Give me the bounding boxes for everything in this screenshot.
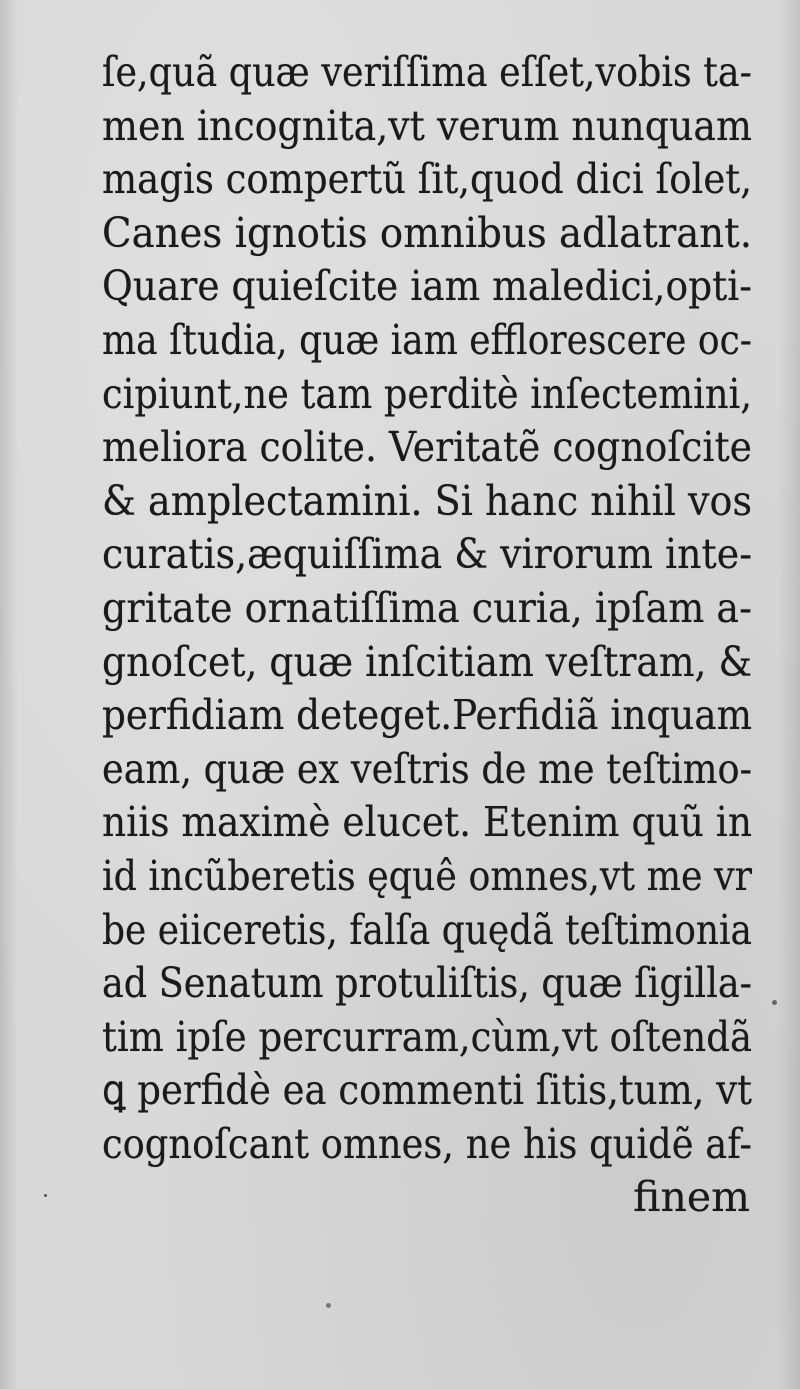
ink-speck [772, 1000, 777, 1005]
text-line-18: ad Senatum protuliſtis, quæ ſigilla- [102, 959, 753, 1008]
text-line-11: gritate ornatiſſima curia, ipſam a- [102, 583, 752, 632]
text-line-6: ma ſtudia, quæ iam efflorescere oc- [102, 315, 752, 364]
ink-speck [44, 1194, 47, 1197]
text-line-1: ſe,quã quæ veriſſima eſſet,vobis ta- [102, 48, 752, 96]
text-line-5: Quare quieſcite iam maledici,opti- [102, 262, 752, 311]
text-line-16: id incũberetis ęquê omnes,vt me vr [102, 851, 752, 900]
text-line-2: men incognita,vt verum nunquam [102, 101, 752, 150]
text-line-3: magis compertũ ſit,quod dici ſolet, [102, 155, 752, 204]
text-line-12: gnoſcet, quæ inſcitiam veſtram, & [102, 637, 753, 686]
catchword: finem [633, 1173, 750, 1222]
text-line-15: niis maximè elucet. Etenim quũ in [102, 798, 753, 847]
text-line-13: perfidiam deteget.Perfidiã inquam [102, 691, 752, 740]
text-line-14: eam, quæ ex veſtris de me teſtimo- [102, 744, 752, 793]
text-line-7: cipiunt,ne tam perditè inſectemini, [102, 369, 753, 418]
text-line-20: ꝗ perfidè ea commenti ſitis,tum, vt [102, 1066, 753, 1115]
text-line-4: Canes ignotis omnibus adlatrant. [102, 208, 753, 257]
text-line-10: curatis,æquiſſima & virorum inte- [102, 530, 753, 579]
text-line-21: cognoſcant omnes, ne his quidẽ af- [102, 1119, 753, 1168]
text-line-17: be eiiceretis, falſa quędã teſtimonia [102, 905, 752, 954]
text-line-19: tim ipſe percurram,cùm,vt oſtendã [102, 1012, 753, 1061]
page-text [102, 46, 762, 1225]
text-line-9: & amplectamini. Si hanc nihil vos [102, 476, 753, 525]
text-line-8: meliora colite. Veritatẽ cognoſcite [102, 423, 753, 472]
ink-speck [326, 1303, 331, 1308]
